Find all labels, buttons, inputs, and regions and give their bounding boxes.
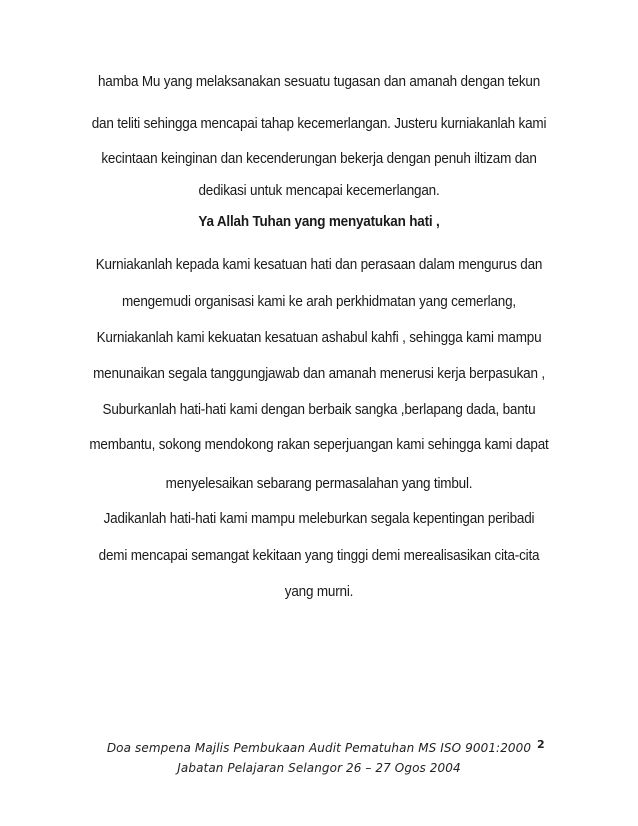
body-line-8: Kurniakanlah kami kekuatan kesatuan ashabul kahfi , sehingga kami mampu <box>96 330 542 346</box>
page-number: 2 <box>537 738 545 751</box>
body-line-1: hamba Mu yang melaksanakan sesuatu tugasan dan amanah dengan tekun <box>97 74 541 90</box>
footer-line-2: Jabatan Pelajaran Selangor 26 – 27 Ogos 2004 <box>177 761 461 775</box>
body-line-7: mengemudi organisasi kami ke arah perkhidmatan yang cemerlang, <box>121 294 516 310</box>
body-line-6: Kurniakanlah kepada kami kesatuan hati dan perasaan dalam mengurus dan <box>95 257 543 273</box>
body-line-9: menunaikan segala tanggungjawab dan amanah menerusi kerja berpasukan , <box>93 366 545 382</box>
section-heading: Ya Allah Tuhan yang menyatukan hati , <box>198 214 440 230</box>
body-line-3: kecintaan keinginan dan kecenderungan bekerja dengan penuh iltizam dan <box>101 151 537 167</box>
body-line-11: membantu, sokong mendokong rakan seperjuangan kami sehingga kami dapat <box>89 437 549 453</box>
footer-line-1: Doa sempena Majlis Pembukaan Audit Pematuhan MS ISO 9001:2000 <box>106 741 532 755</box>
body-line-10: Suburkanlah hati-hati kami dengan berbaik sangka ,berlapang dada, bantu <box>102 402 536 418</box>
body-line-4: dedikasi untuk mencapai kecemerlangan. <box>198 183 440 199</box>
body-line-13: Jadikanlah hati-hati kami mampu meleburkan segala kepentingan peribadi <box>103 511 535 527</box>
body-line-15: yang murni. <box>284 584 354 600</box>
body-line-2: dan teliti sehingga mencapai tahap kecemerlangan. Justeru kurniakanlah kami <box>91 116 547 132</box>
body-line-12: menyelesaikan sebarang permasalahan yang timbul. <box>165 476 473 492</box>
body-line-14: demi mencapai semangat kekitaan yang tinggi demi merealisasikan cita-cita <box>98 548 540 564</box>
